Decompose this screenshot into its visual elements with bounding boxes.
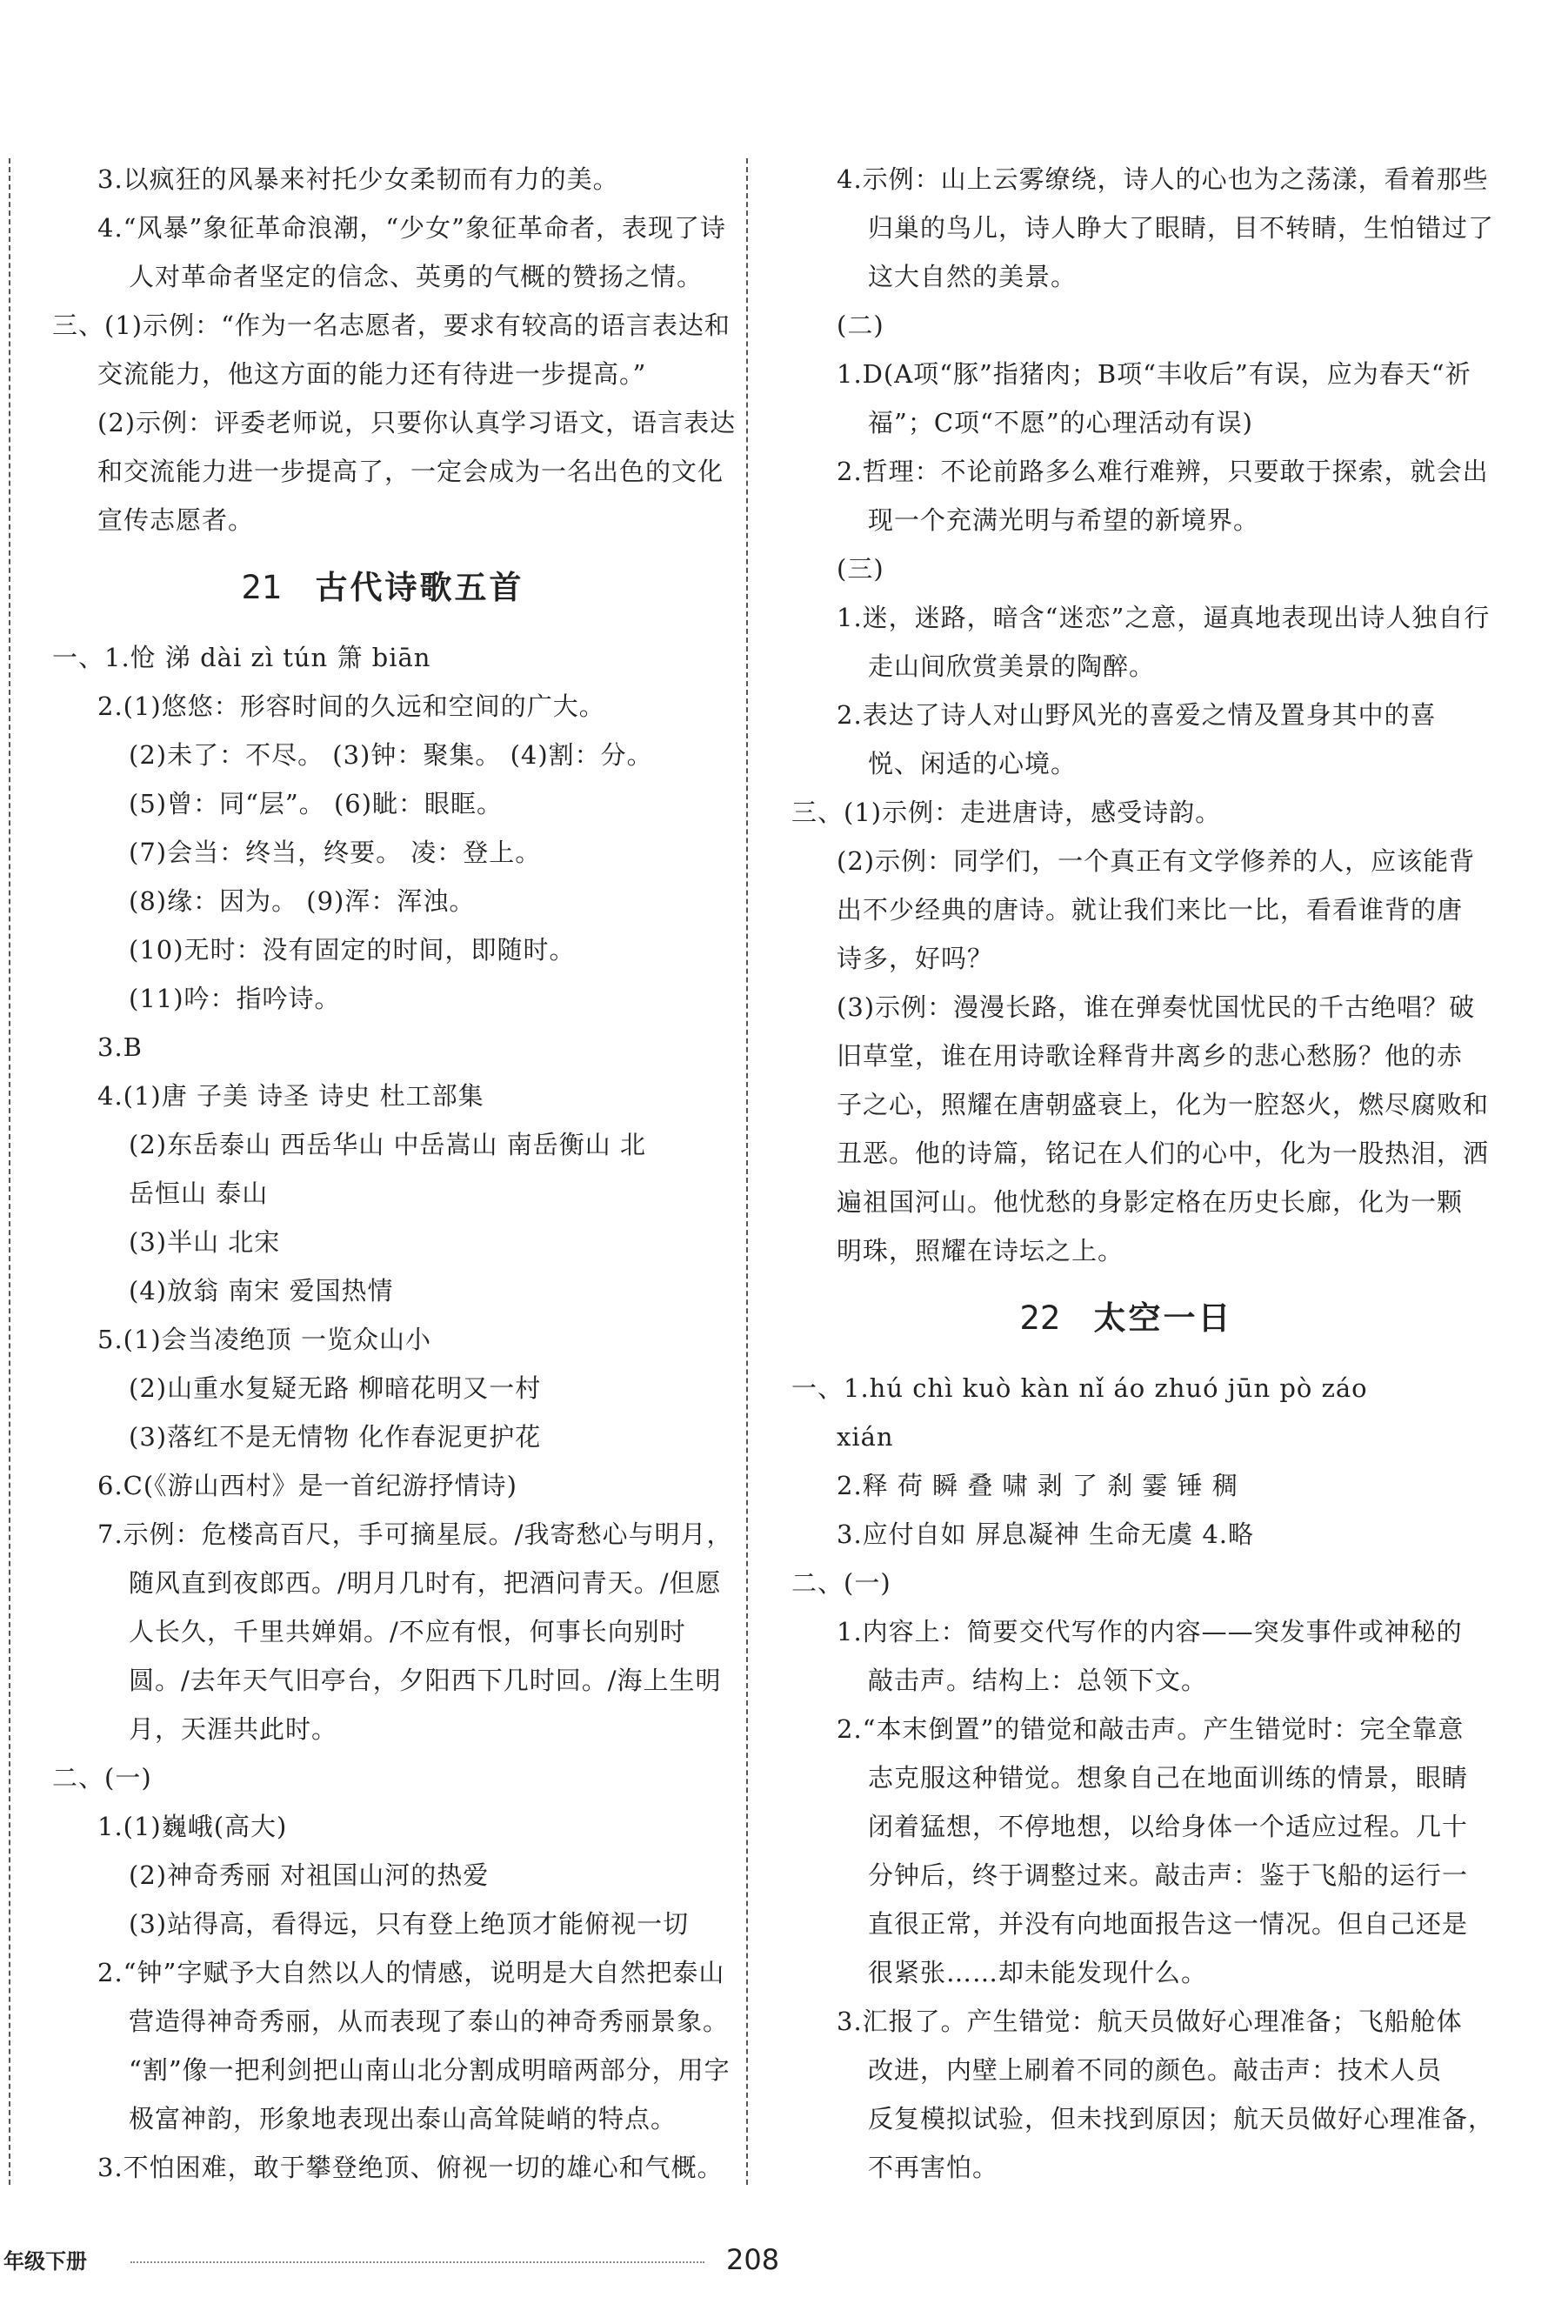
- answer-line: 2.释 荷 瞬 叠 啸 剥 了 刹 霎 锤 稠: [837, 1471, 1238, 1500]
- answer-line: 旧草堂，谁在用诗歌诠释背井离乡的悲心愁肠？他的赤: [837, 1041, 1464, 1071]
- answer-line: 丑恶。他的诗篇，铭记在人们的心中，化为一股热泪，洒: [837, 1139, 1490, 1168]
- answer-line: 1.D(A项“豚”指猪肉；B项“丰收后”有误，应为春天“祈: [837, 359, 1471, 389]
- answer-line: 遍祖国河山。他忧愁的身影定格在历史长廊，化为一颗: [837, 1187, 1464, 1217]
- answer-line: 1.迷，迷路，暗含“迷恋”之意，逼真地表现出诗人独自行: [837, 603, 1491, 632]
- right-column: [791, 155, 1495, 2192]
- answer-line: 人长久，千里共婵娟。/不应有恨，何事长向别时: [129, 1617, 686, 1646]
- answer-line: (2)东岳泰山 西岳华山 中岳嵩山 南岳衡山 北: [129, 1130, 646, 1159]
- answer-line: 2.“钟”字赋予大自然以人的情感，说明是大自然把泰山: [97, 1958, 725, 1987]
- answer-line: 三、(1)示例：走进唐诗，感受诗韵。: [791, 798, 1222, 827]
- page-number: 208: [726, 2243, 780, 2276]
- binding-dash-line-left: [9, 158, 10, 2185]
- section-title: 古代诗歌五首: [315, 569, 524, 606]
- answer-line: 极富神韵，形象地表现出泰山高耸陡峭的特点。: [129, 2104, 677, 2134]
- answer-line: 这大自然的美景。: [868, 262, 1078, 291]
- answer-line: 人对革命者坚定的信念、英勇的气概的赞扬之情。: [129, 262, 704, 291]
- answer-line: 4.“风暴”象征革命浪潮，“少女”象征革命者，表现了诗: [97, 213, 726, 243]
- answer-line: 2.“本末倒置”的错觉和敲击声。产生错觉时：完全靠意: [837, 1714, 1465, 1744]
- answer-line: 2.哲理：不论前路多么难行难辨，只要敢于探索，就会出: [837, 457, 1489, 486]
- answer-line: 很紧张……却未能发现什么。: [868, 1958, 1208, 1987]
- answer-line: 6.C(《游山西村》是一首纪游抒情诗): [97, 1471, 517, 1500]
- answer-line: (5)曾：同“层”。 (6)眦：眼眶。: [129, 789, 504, 818]
- section-heading: [791, 1292, 1461, 1345]
- answer-line: 1.(1)巍峨(高大): [97, 1812, 288, 1841]
- answer-line: 不再害怕。: [868, 2153, 999, 2182]
- answer-line: (三): [837, 554, 884, 584]
- answer-line: 岳恒山 泰山: [129, 1179, 269, 1208]
- answer-line: 悦、闲适的心境。: [868, 749, 1078, 778]
- answer-line: 分钟后，终于调整过来。敲击声：鉴于飞船的运行一: [868, 1860, 1469, 1890]
- answer-line: 2.表达了诗人对山野风光的喜爱之情及置身其中的喜: [837, 700, 1437, 730]
- answer-line: 走山间欣赏美景的陶醉。: [868, 651, 1156, 681]
- answer-line: 志克服这种错觉。想象自己在地面训练的情景，眼睛: [868, 1763, 1469, 1793]
- answer-line: 明珠，照耀在诗坛之上。: [837, 1236, 1124, 1266]
- answer-line: 交流能力，他这方面的能力还有待进一步提高。”: [97, 359, 647, 389]
- answer-line: 3.以疯狂的风暴来衬托少女柔韧而有力的美。: [97, 164, 619, 194]
- answer-line: (3)落红不是无情物 化作春泥更护花: [129, 1422, 542, 1452]
- answer-line: 营造得神奇秀丽，从而表现了泰山的神奇秀丽景象。: [129, 2007, 730, 2036]
- answer-line: 宣传志愿者。: [97, 505, 255, 535]
- answer-line: 月，天涯共此时。: [129, 1714, 338, 1744]
- answer-line: 7.示例：危楼高百尺，手可摘星辰。/我寄愁心与明月，: [97, 1519, 733, 1549]
- answer-line: 福”；C项“不愿”的心理活动有误): [868, 408, 1253, 437]
- section-number: 22: [1019, 1299, 1061, 1337]
- answer-line: 2.(1)悠悠：形容时间的久远和空间的广大。: [97, 691, 605, 721]
- answer-line: 一、1.怆 涕 dài zì tún 箫 biān: [52, 643, 431, 672]
- answer-line: 诗多，好吗？: [837, 944, 994, 973]
- answer-line: (2)示例：同学们，一个真正有文学修养的人，应该能背: [837, 846, 1476, 876]
- answer-line: (2)山重水复疑无路 柳暗花明又一村: [129, 1373, 542, 1403]
- answer-line: (2)未了：不尽。 (3)钟：聚集。 (4)割：分。: [129, 740, 653, 770]
- answer-line: “割”像一把利剑把山南山北分割成明暗两部分，用字: [129, 2055, 731, 2085]
- answer-line: 二、(一): [791, 1568, 891, 1598]
- answer-line: 反复模拟试验，但未找到原因；航天员做好心理准备，: [868, 2104, 1495, 2134]
- answer-line: (3)站得高，看得远，只有登上绝顶才能俯视一切: [129, 1909, 690, 1939]
- answer-line: (二): [837, 311, 884, 340]
- answer-line: xián: [837, 1422, 894, 1452]
- answer-line: 3.B: [97, 1032, 143, 1062]
- answer-line: 出不少经典的唐诗。就让我们来比一比，看看谁背的唐: [837, 895, 1464, 925]
- answer-line: (3)半山 北宋: [129, 1227, 281, 1257]
- answer-line: (2)神奇秀丽 对祖国山河的热爱: [129, 1860, 490, 1890]
- answer-line: 圆。/去年天气旧亭台，夕阳西下几时回。/海上生明: [129, 1666, 722, 1695]
- answer-line: 随风直到夜郎西。/明月几时有，把酒问青天。/但愿: [129, 1568, 722, 1598]
- footer-dotted-rule: [130, 2261, 704, 2263]
- answer-line: 4.示例：山上云雾缭绕，诗人的心也为之荡漾，看着那些: [837, 164, 1489, 194]
- answer-line: (2)示例：评委老师说，只要你认真学习语文，语言表达: [97, 408, 737, 437]
- answer-line: 一、1.hú chì kuò kàn nǐ áo zhuó jūn pò záo: [791, 1373, 1368, 1403]
- section-title: 太空一日: [1093, 1299, 1233, 1337]
- left-column: [52, 155, 737, 2192]
- answer-line: 子之心，照耀在唐朝盛衰上，化为一腔怒火，燃尽腐败和: [837, 1090, 1490, 1119]
- answer-line: 敲击声。结构上：总领下文。: [868, 1666, 1208, 1695]
- answer-line: 4.(1)唐 子美 诗圣 诗史 杜工部集: [97, 1081, 484, 1111]
- answer-line: 闭着猛想，不停地想，以给身体一个适应过程。几十: [868, 1812, 1469, 1841]
- answer-line: 1.内容上：简要交代写作的内容——突发事件或神秘的: [837, 1617, 1463, 1646]
- page-footer: [0, 2244, 1568, 2279]
- answer-line: 3.汇报了。产生错觉：航天员做好心理准备；飞船舱体: [837, 2007, 1463, 2036]
- answer-line: 3.应付自如 屏息凝神 生命无虞 4.略: [837, 1519, 1254, 1549]
- section-heading: [52, 562, 713, 614]
- answer-line: (3)示例：漫漫长路，谁在弹奏忧国忧民的千古绝唱？破: [837, 992, 1476, 1022]
- footer-grade-label: 年级下册: [3, 2249, 87, 2274]
- answer-line: (4)放翁 南宋 爱国热情: [129, 1276, 394, 1306]
- answer-line: (10)无时：没有固定的时间，即随时。: [129, 935, 576, 965]
- answer-line: (7)会当：终当，终要。 凌：登上。: [129, 838, 542, 867]
- answer-line: (11)吟：指吟诗。: [129, 984, 341, 1013]
- answer-line: 和交流能力进一步提高了，一定会成为一名出色的文化: [97, 457, 724, 486]
- section-number: 21: [241, 569, 283, 606]
- column-divider: [746, 158, 748, 2185]
- answer-line: 直很正常，并没有向地面报告这一情况。但自己还是: [868, 1909, 1469, 1939]
- answer-line: 改进，内壁上刷着不同的颜色。敲击声：技术人员: [868, 2055, 1443, 2085]
- answer-line: 二、(一): [52, 1763, 152, 1793]
- answer-line: 现一个充满光明与希望的新境界。: [868, 505, 1260, 535]
- answer-line: 三、(1)示例：“作为一名志愿者，要求有较高的语言表达和: [52, 311, 731, 340]
- answer-line: 3.不怕困难，敢于攀登绝顶、俯视一切的雄心和气概。: [97, 2153, 724, 2182]
- answer-line: 5.(1)会当凌绝顶 一览众山小: [97, 1325, 431, 1354]
- answer-line: (8)缘：因为。 (9)浑：浑浊。: [129, 886, 476, 916]
- answer-line: 归巢的鸟儿，诗人睁大了眼睛，目不转睛，生怕错过了: [868, 213, 1495, 243]
